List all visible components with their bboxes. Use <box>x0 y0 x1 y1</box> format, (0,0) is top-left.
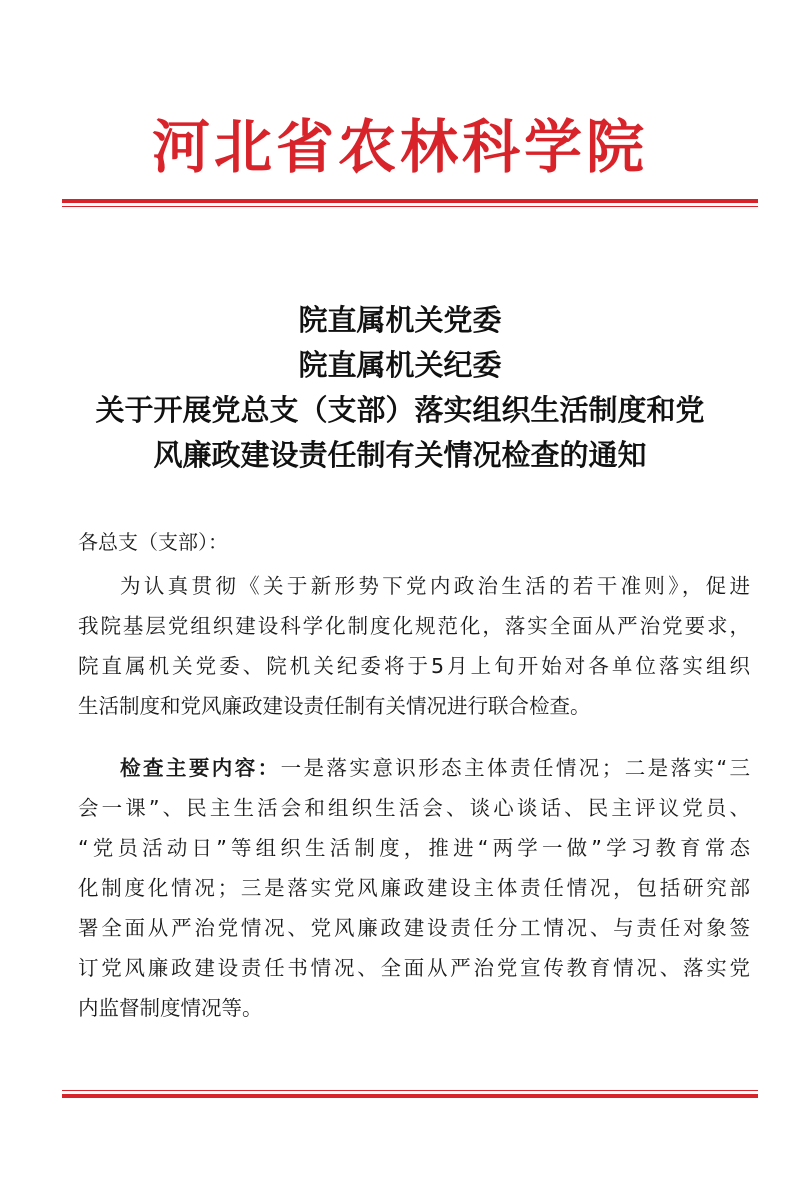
paragraph-line: “党员活动日”等组织生活制度，推进“两学一做”学习教育常态 <box>78 836 750 860</box>
paragraph-line: 会一课”、民主生活会和组织生活会、谈心谈话、民主评议党员、 <box>78 796 750 820</box>
title-line-3: 关于开展党总支（支部）落实组织生活制度和党 <box>95 393 705 427</box>
paragraph-line-text: 一是落实意识形态主体责任情况；二是落实“三 <box>280 756 751 780</box>
paragraph-line: 生活制度和党风廉政建设责任制有关情况进行联合检查。 <box>78 694 591 718</box>
title-line-2: 院直属机关纪委 <box>298 348 502 382</box>
paragraph-line: 订党风廉政建设责任书情况、全面从严治党宣传教育情况、落实党 <box>78 956 750 980</box>
footer-red-rule <box>62 1090 758 1098</box>
paragraph-line: 署全面从严治党情况、党风廉政建设责任分工情况、与责任对象签 <box>78 916 750 940</box>
paragraph-intro <box>78 566 750 726</box>
title-line-1: 院直属机关党委 <box>298 303 502 337</box>
letterhead-org-name: 河北省农林科学院 <box>151 113 648 181</box>
paragraph-line: 为认真贯彻《关于新形势下党内政治生活的若干准则》，促进 <box>120 574 750 598</box>
letterhead-red-rule-top <box>62 199 758 207</box>
paragraph-inspection-content <box>78 748 750 1028</box>
salutation: 各总支（支部）： <box>78 530 228 554</box>
paragraph-line <box>78 748 750 788</box>
inspection-content-lead: 检查主要内容： <box>120 756 281 780</box>
paragraph-line: 内监督制度情况等。 <box>78 996 263 1020</box>
paragraph-line: 化制度化情况；三是落实党风廉政建设主体责任情况，包括研究部 <box>78 876 750 900</box>
paragraph-line: 院直属机关党委、院机关纪委将于5月上旬开始对各单位落实组织 <box>78 654 750 678</box>
document-title <box>40 298 760 478</box>
paragraph-line: 我院基层党组织建设科学化制度化规范化，落实全面从严治党要求， <box>78 614 750 638</box>
title-line-4: 风廉政建设责任制有关情况检查的通知 <box>153 438 647 472</box>
